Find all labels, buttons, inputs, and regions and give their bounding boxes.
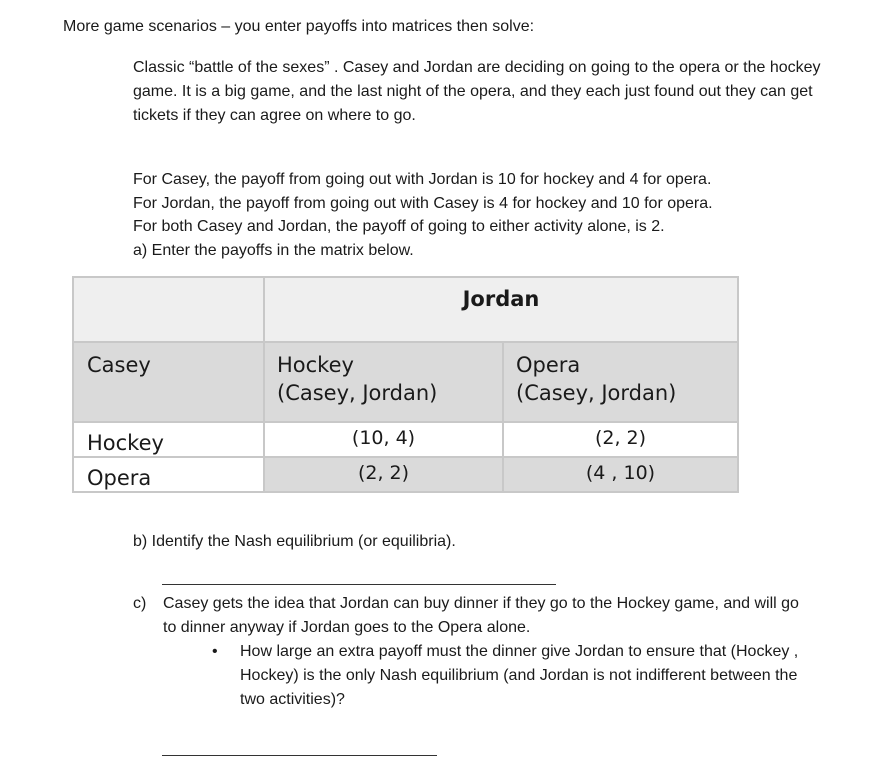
row-player-header (73, 342, 264, 422)
answer-line-c[interactable] (162, 755, 437, 756)
strategy-name: Opera (516, 353, 581, 377)
bullet-line: How large an extra payoff must the dinner give Jordan to ensure that (Hockey , (240, 643, 799, 660)
question-c (133, 592, 799, 636)
bullet-text (240, 640, 840, 712)
payoff-value: (10, 4) (351, 427, 416, 449)
row-strategy-opera (73, 457, 264, 492)
matrix-corner-cell (73, 277, 264, 342)
payoff-line: For both Casey and Jordan, the payoff of going to either activity alone, is 2. (133, 218, 665, 235)
intro-line: tickets if they can agree on where to go. (133, 107, 416, 124)
strategy-order: (Casey, Jordan) (277, 381, 438, 405)
strategy-name: Hockey (277, 353, 354, 377)
payoff-matrix (72, 276, 739, 493)
row-player-label: Casey (87, 353, 151, 377)
bullet-icon: • (212, 643, 218, 660)
row-strategy-label: Opera (87, 466, 152, 490)
question-a: a) Enter the payoffs in the matrix below. (133, 241, 414, 259)
payoff-cell[interactable] (503, 457, 738, 492)
bullet-line: Hockey) is the only Nash equilibrium (and Jordan is not indifferent between the (240, 667, 798, 684)
payoff-cell[interactable] (503, 422, 738, 457)
answer-line-b[interactable] (162, 584, 556, 585)
question-c-line: to dinner anyway if Jordan goes to the Opera alone. (163, 619, 531, 636)
table-row (73, 422, 738, 457)
payoff-cell[interactable] (264, 422, 503, 457)
intro-line: game. It is a big game, and the last night of the opera, and they each just found out they can get (133, 83, 813, 100)
payoff-value: (4 , 10) (585, 462, 656, 484)
column-strategy-opera (503, 342, 738, 422)
strategy-order: (Casey, Jordan) (516, 381, 677, 405)
question-b: b) Identify the Nash equilibrium (or equilibria). (133, 533, 456, 550)
payoff-line: For Casey, the payoff from going out with Jordan is 10 for hockey and 4 for opera. (133, 171, 712, 188)
payoff-value: (2, 2) (357, 462, 410, 484)
question-c-label: c) (133, 595, 147, 612)
table-row (73, 457, 738, 492)
column-player-label: Jordan (462, 287, 540, 311)
intro-paragraph (133, 56, 863, 128)
payoff-line: For Jordan, the payoff from going out with Casey is 4 for hockey and 10 for opera. (133, 194, 713, 212)
payoff-cell[interactable] (264, 457, 503, 492)
intro-line: Classic “battle of the sexes” . Casey and Jordan are deciding on going to the opera or the hockey (133, 59, 821, 76)
question-c-line: Casey gets the idea that Jordan can buy dinner if they go to the Hockey game, and will go (163, 595, 799, 612)
page-heading: More game scenarios – you enter payoffs into matrices then solve: (63, 18, 535, 35)
payoff-paragraph (133, 168, 863, 262)
row-strategy-hockey (73, 422, 264, 457)
payoff-value: (2, 2) (594, 427, 647, 449)
bullet-line: two activities)? (240, 691, 345, 708)
column-strategy-hockey (264, 342, 503, 422)
column-player-header (264, 277, 738, 342)
row-strategy-label: Hockey (87, 431, 164, 455)
